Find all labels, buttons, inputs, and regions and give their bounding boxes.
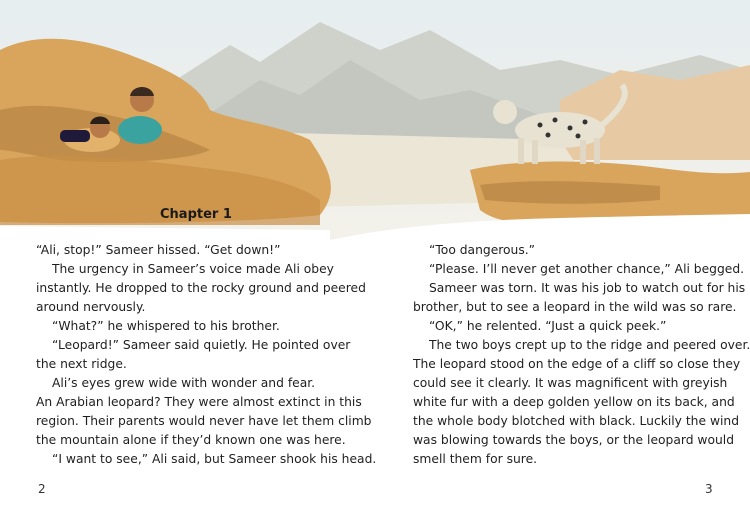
text-line: “Please. I’ll never get another chance,” Ali begged. — [429, 262, 745, 276]
text-line: region. Their parents would never have let them climb — [36, 414, 372, 428]
text-line: white fur with a deep golden yellow on its back, and — [413, 395, 735, 409]
text-line: “Leopard!” Sameer said quietly. He pointed over — [52, 338, 351, 352]
right-page-text — [413, 241, 750, 469]
cliff-shadow — [480, 181, 660, 204]
text-line: Sameer was torn. It was his job to watch out for his — [429, 281, 746, 295]
text-line: An Arabian leopard? They were almost extinct in this — [36, 395, 362, 409]
text-line: was blowing towards the boys, or the leopard would — [413, 433, 735, 447]
text-line: the whole body blotched with black. Luckily the wind — [413, 414, 740, 428]
text-line: The leopard stood on the edge of a cliff so close they — [413, 357, 741, 371]
text-line: “What?” he whispered to his brother. — [52, 319, 280, 333]
text-line: the next ridge. — [36, 357, 127, 371]
text-line: Ali’s eyes grew wide with wonder and fear. — [52, 376, 316, 390]
chapter-title: Chapter 1 — [160, 207, 232, 222]
text-line: around nervously. — [36, 300, 146, 314]
text-line: could see it clearly. It was magnificent with greyish — [413, 376, 728, 390]
page-number-right: 3 — [705, 482, 713, 496]
story-illustration — [0, 0, 750, 240]
left-page-text — [36, 241, 376, 469]
text-line: instantly. He dropped to the rocky ground and peered — [36, 281, 366, 295]
text-line: the mountain alone if they’d known one was here. — [36, 433, 346, 447]
text-line: “I want to see,” Ali said, but Sameer shook his head. — [52, 452, 377, 466]
text-line: “Ali, stop!” Sameer hissed. “Get down!” — [36, 243, 281, 257]
text-line: “OK,” he relented. “Just a quick peek.” — [429, 319, 667, 333]
page-number-left: 2 — [38, 482, 46, 496]
text-line: smell them for sure. — [413, 452, 538, 466]
text-line: brother, but to see a leopard in the wild was so rare. — [413, 300, 737, 314]
text-line: “Too dangerous.” — [429, 243, 536, 257]
text-line: The two boys crept up to the ridge and peered over. — [429, 338, 750, 352]
text-line: The urgency in Sameer’s voice made Ali obey — [52, 262, 334, 276]
